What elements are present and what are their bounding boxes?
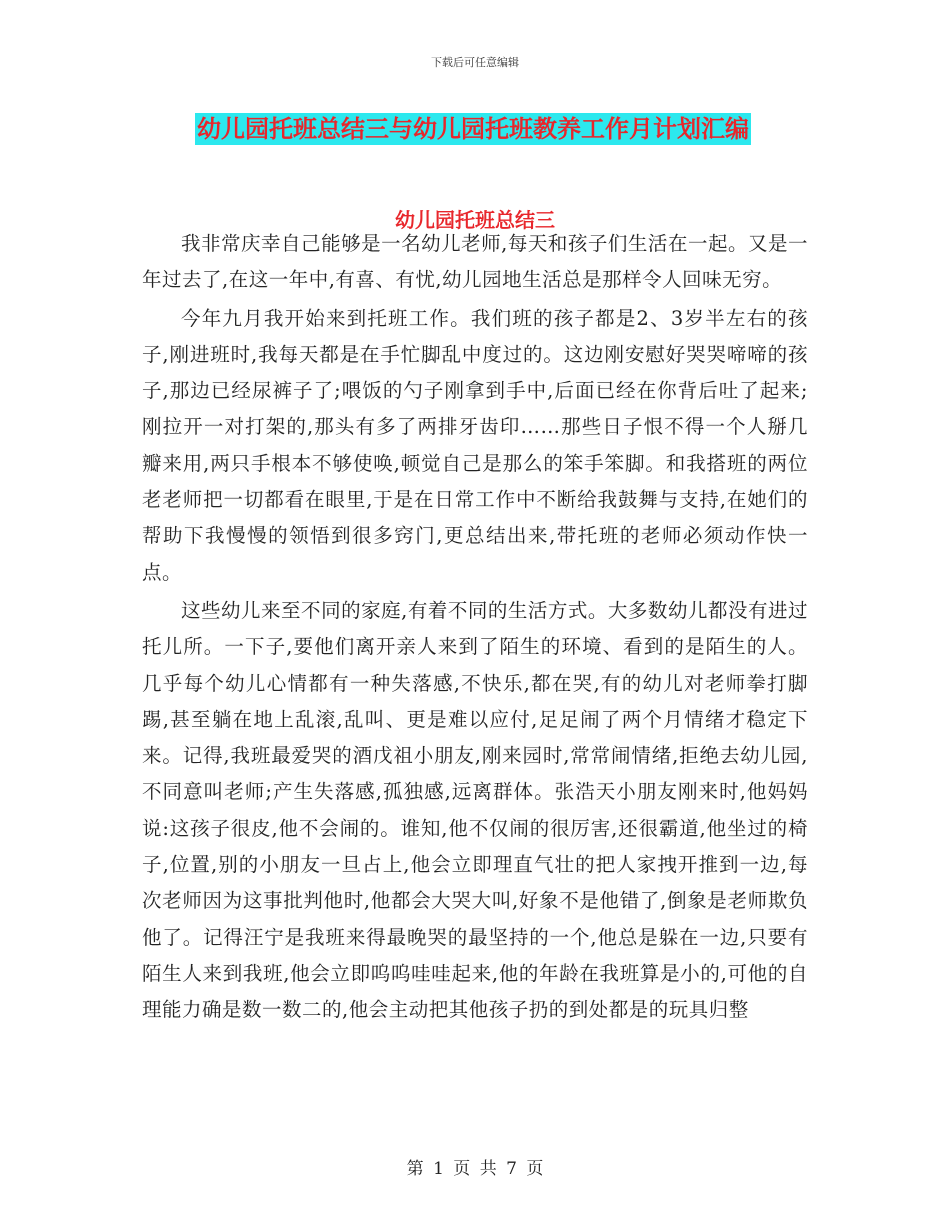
paragraph: 我非常庆幸自己能够是一名幼儿老师,每天和孩子们生活在一起。又是一年过去了,在这一年中,有喜、有忧,幼儿园地生活总是那样令人回味无穷。 [142,232,808,292]
section-title: 幼儿园托班总结三 [395,208,555,232]
body-text [142,226,808,1031]
document-title: 幼儿园托班总结三与幼儿园托班教养工作月计划汇编 [197,114,749,143]
page-footer: 第 1 页 共 7 页 [406,1159,544,1179]
paragraph: 今年九月我开始来到托班工作。我们班的孩子都是2、3岁半左右的孩子,刚进班时,我每天都是在手忙脚乱中度过的。这边刚安慰好哭哭啼啼的孩子,那边已经尿裤子了;喂饭的勺子刚拿到手中,后面已经在你背后吐了起来;刚拉开一对打架的,那头有多了两排牙齿印……那些日子恨不得一个人掰几瓣来用,两只手根本不够使唤,顿觉自己是那么的笨手笨脚。和我搭班的两位老老师把一切都看在眼里,于是在日常工作中不断给我鼓舞与支持,在她们的帮助下我慢慢的领悟到很多窍门,更总结出来,带托班的老师必须动作快一点。 [142,306,808,584]
paragraph: 这些幼儿来至不同的家庭,有着不同的生活方式。大多数幼儿都没有进过托儿所。一下子,要他们离开亲人来到了陌生的环境、看到的是陌生的人。几乎每个幼儿心情都有一种失落感,不快乐,都在哭,有的幼儿对老师拳打脚踢,甚至躺在地上乱滚,乱叫、更是难以应付,足足闹了两个月情绪才稳定下来。记得,我班最爱哭的酒戊祖小朋友,刚来园时,常常闹情绪,拒绝去幼儿园,不同意叫老师;产生失落感,孤独感,远离群体。张浩天小朋友刚来时,他妈妈说:这孩子很皮,他不会闹的。谁知,他不仅闹的很厉害,还很霸道,他坐过的椅子,位置,别的小朋友一旦占上,他会立即理直气壮的把人家拽开推到一边,每次老师因为这事批判他时,他都会大哭大叫,好象不是他错了,倒象是老师欺负他了。记得汪宁是我班来得最晚哭的最坚持的一个,他总是躲在一边,只要有陌生人来到我班,他会立即呜呜哇哇起来,他的年龄在我班算是小的,可他的自理能力确是数一数二的,他会主动把其他孩子扔的到处都是的玩具归整 [142,598,808,1022]
header-note: 下载后可任意编辑 [431,56,519,69]
